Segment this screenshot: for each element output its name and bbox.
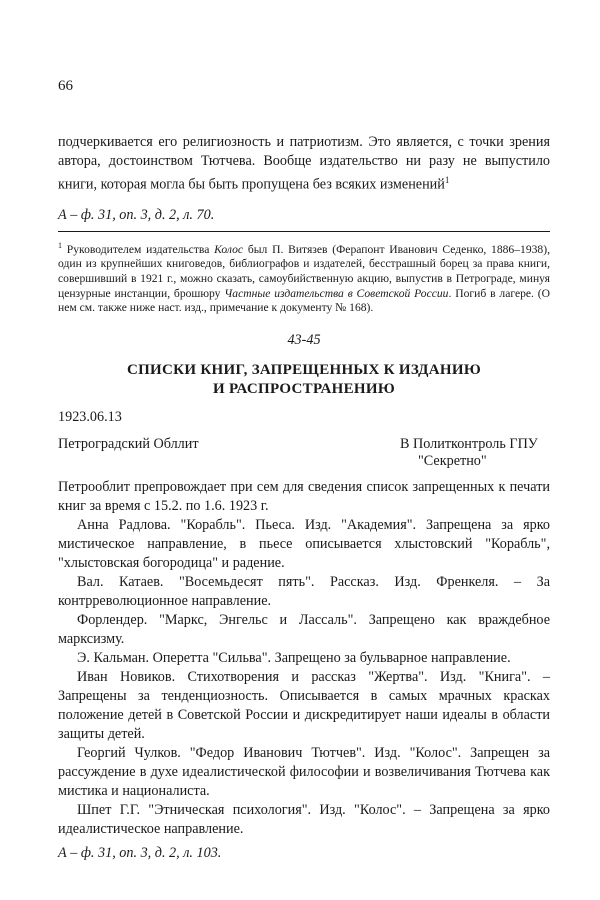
body-paragraph: Петрооблит препровождает при сем для сведения список запрещенных к печати книг за время с 15.2. по 1.6. 1923 г. [58, 479, 550, 514]
footnote-text-2: был П. Витязев (Ферапонт Иванович Седенко, 1886–1938), один из крупнейших книговедов, библиографов и издателей, бесстрашный борец за права книги, совершивший в 1921 г., можно сказать, самоубийственную акцию, выпустив в Петрограде, минуя цензурные инстанции, брошюру [58, 242, 550, 300]
document-title-line-2: И РАСПРОСТРАНЕНИЮ [212, 381, 396, 397]
carryover-text: подчеркивается его религиозность и патриотизм. Это является, с точки зрения автора, достоинством Тютчева. Вообще издательство ни разу не выпустило книги, которая могла бы быть пропущена без всяких изменений [58, 134, 550, 193]
page-number: 66 [58, 78, 73, 94]
body-paragraph: Вал. Катаев. "Восемьдесят пять". Рассказ. Изд. Френкеля. – За контрреволюционное направление. [58, 574, 550, 609]
body-paragraph: Иван Новиков. Стихотворения и рассказ "Жертва". Изд. "Книга". – Запрещены за тенденциозность. Описывается в самых мрачных красках положение детей в Советской России и дискредитирует наши идеалы в области защиты детей. [58, 669, 550, 742]
carryover-paragraph [58, 133, 550, 195]
body-paragraph: Форлендер. "Маркс, Энгельс и Лассаль". Запрещено как враждебное марксизму. [58, 612, 550, 647]
body-paragraph: Э. Кальман. Оперетта "Сильва". Запрещено за бульварное направление. [77, 650, 511, 666]
archive-source-2: А – ф. 31, оп. 3, д. 2, л. 103. [58, 845, 222, 861]
document-number: 43-45 [287, 332, 321, 348]
footnote-text-1: Руководителем издательства [62, 242, 215, 256]
sender: Петроградский Обллит [58, 436, 199, 452]
body-paragraph: Анна Радлова. "Корабль". Пьеса. Изд. "Академия". Запрещена за ярко мистическое направление, в пьесе описывается хлыстовский "Корабль", "хлыстовская богородица" и радение. [58, 517, 550, 571]
document-title [58, 361, 550, 399]
classification-stamp: "Секретно" [418, 453, 487, 469]
header-row [58, 436, 550, 470]
recipient-block [400, 436, 550, 470]
footnote-text-3: . Погиб в лагере. (О нем см. также ниже наст. изд., примечание к документу № 168). [58, 286, 551, 315]
document-body [58, 478, 550, 862]
footnote-reference: 1 [444, 175, 450, 185]
recipient: В Политконтроль ГПУ [400, 436, 538, 452]
footnote-marker: 1 [58, 241, 62, 250]
footnote-italic-2: Частные издательства в Советской России [224, 286, 449, 300]
document-title-line-1: СПИСКИ КНИГ, ЗАПРЕЩЕННЫХ К ИЗДАНИЮ [126, 362, 482, 378]
footnote-italic-1: Колос [214, 242, 244, 256]
archive-source-1: А – ф. 31, оп. 3, д. 2, л. 70. [58, 207, 215, 223]
footnote-divider [58, 231, 550, 232]
body-paragraph: Шпет Г.Г. "Этническая психология". Изд. "Колос". – Запрещена за ярко идеалистическое направление. [58, 802, 550, 837]
body-paragraph: Георгий Чулков. "Федор Иванович Тютчев". Изд. "Колос". Запрещен за рассуждение в духе идеалистической философии и возвеличивания Тютчева как мистика и националиста. [58, 745, 550, 799]
document-date: 1923.06.13 [58, 409, 122, 425]
footnote [58, 239, 550, 316]
